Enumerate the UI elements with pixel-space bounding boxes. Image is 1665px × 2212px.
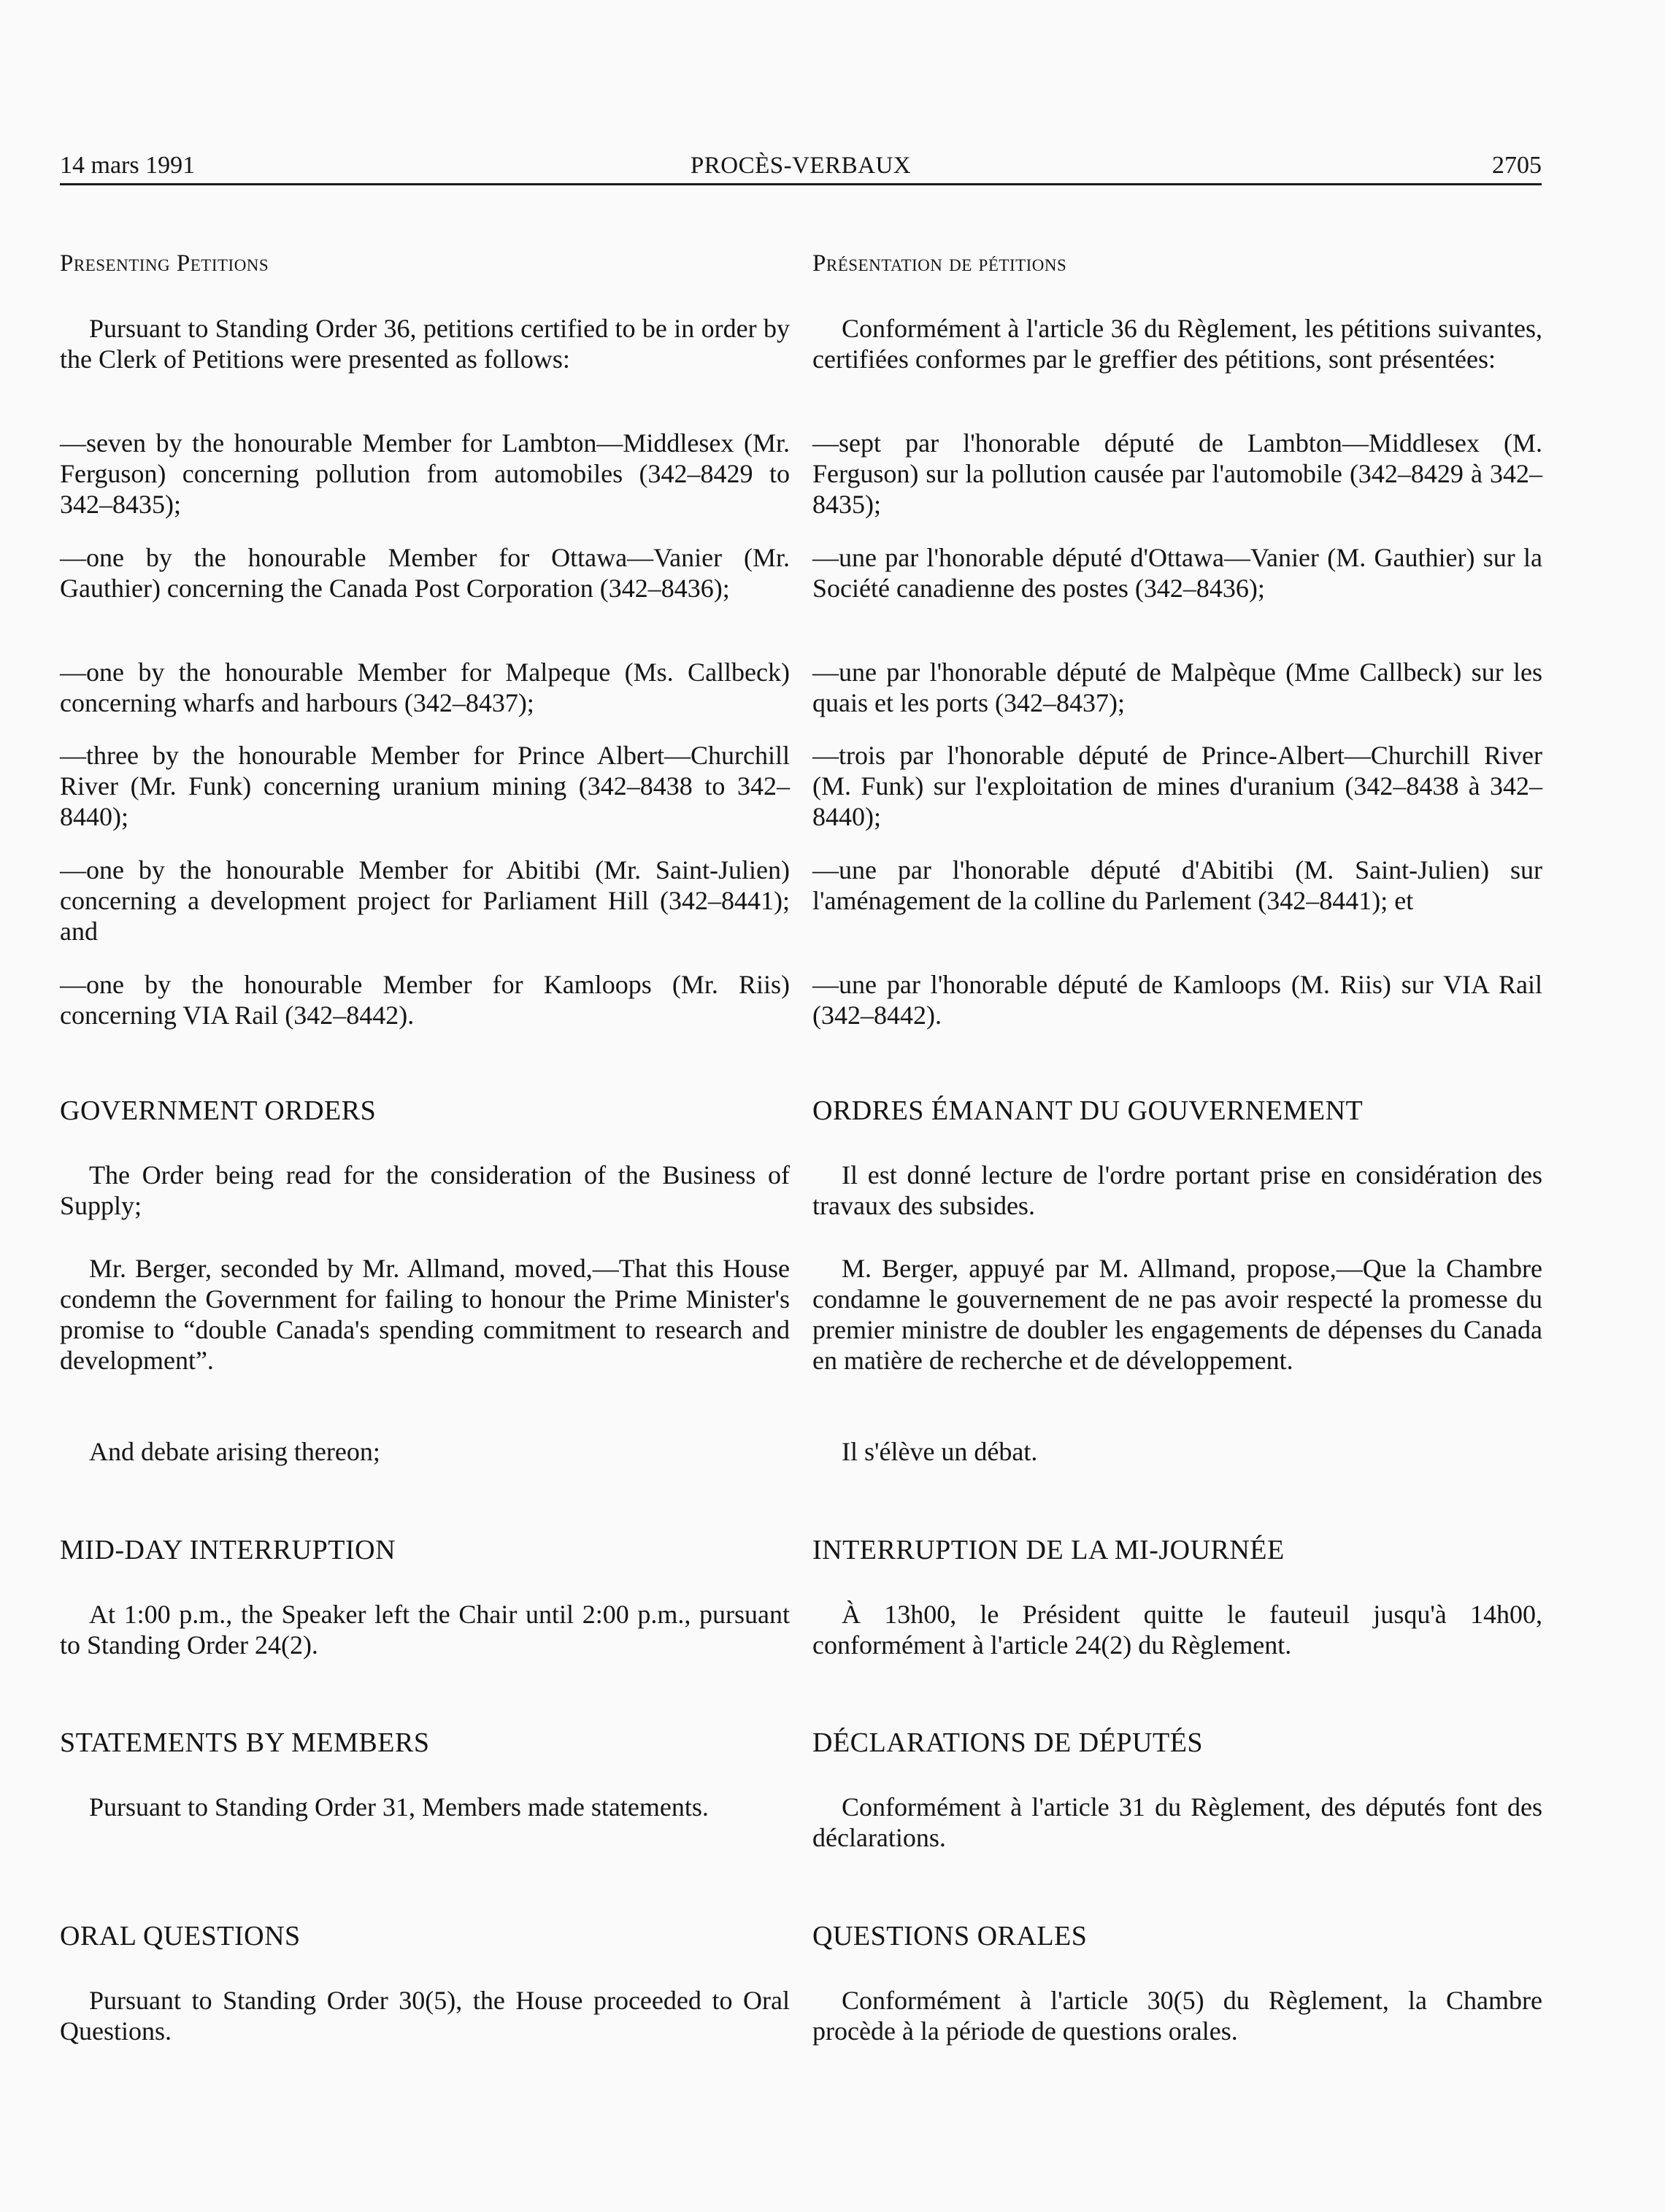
page-header (60, 146, 1542, 185)
petition-item: —one by the honourable Member for Abitibi (Mr. Saint-Julien) concerning a development project for Parliament Hill (342–8441); and (60, 855, 790, 946)
paragraph: Pursuant to Standing Order 31, Members made statements. (89, 1792, 709, 1822)
paragraph: And debate arising thereon; (89, 1437, 380, 1466)
petitions-intro: Pursuant to Standing Order 36, petitions certified to be in order by the Clerk of Petitions were presented as follows: (60, 314, 790, 374)
paragraph: À 13h00, le Président quitte le fauteuil jusqu'à 14h00, conformément à l'article 24(2) du Règlement. (812, 1600, 1542, 1660)
section-heading: QUESTIONS ORALES (812, 1921, 1088, 1951)
paragraph: Conformément à l'article 31 du Règlement, des députés font des déclarations. (812, 1792, 1542, 1852)
paragraph: Il est donné lecture de l'ordre portant prise en considération des travaux des subsides. (812, 1160, 1542, 1220)
petition-item: —une par l'honorable député d'Ottawa—Vanier (M. Gauthier) sur la Société canadienne des postes (342–8436); (812, 543, 1542, 603)
petition-item: —une par l'honorable député d'Abitibi (M. Saint-Julien) sur l'aménagement de la colline du Parlement (342–8441); et (812, 855, 1542, 915)
header-rule (60, 183, 1542, 185)
section-heading: MID-DAY INTERRUPTION (60, 1535, 396, 1565)
petition-item: —une par l'honorable député de Malpèque (Mme Callbeck) sur les quais et les ports (342–8437); (812, 658, 1542, 717)
petition-item: —three by the honourable Member for Prince Albert—Churchill River (Mr. Funk) concerning uranium mining (342–8438 to 342–8440); (60, 741, 790, 831)
petition-item: —one by the honourable Member for Ottawa—Vanier (Mr. Gauthier) concerning the Canada Post Corporation (342–8436); (60, 543, 790, 603)
paragraph: Il s'élève un débat. (842, 1437, 1038, 1466)
petitions-heading: Présentation de pétitions (812, 250, 1067, 277)
petition-item: —trois par l'honorable député de Prince-Albert—Churchill River (M. Funk) sur l'exploitation de mines d'uranium (342–8438 à 342–8440); (812, 741, 1542, 831)
section-heading: DÉCLARATIONS DE DÉPUTÉS (812, 1727, 1204, 1758)
header-title: PROCÈS-VERBAUX (690, 153, 912, 179)
petitions-heading: Presenting Petitions (60, 250, 269, 277)
paragraph: Pursuant to Standing Order 30(5), the House proceeded to Oral Questions. (60, 1986, 790, 2046)
paragraph: At 1:00 p.m., the Speaker left the Chair until 2:00 p.m., pursuant to Standing Order 24(2). (60, 1600, 790, 1660)
paragraph: Mr. Berger, seconded by Mr. Allmand, moved,—That this House condemn the Government for failing to honour the Prime Minister's promise to “double Canada's spending commitment to research and development”. (60, 1254, 790, 1375)
petition-item: —seven by the honourable Member for Lambton—Middlesex (Mr. Ferguson) concerning pollution from automobiles (342–8429 to 342–8435); (60, 428, 790, 519)
petition-item: —sept par l'honorable député de Lambton—Middlesex (M. Ferguson) sur la pollution causée par l'automobile (342–8429 à 342–8435); (812, 428, 1542, 519)
section-heading: INTERRUPTION DE LA MI-JOURNÉE (812, 1535, 1285, 1565)
section-heading: GOVERNMENT ORDERS (60, 1095, 377, 1126)
petition-item: —one by the honourable Member for Malpeque (Ms. Callbeck) concerning wharfs and harbours (342–8437); (60, 658, 790, 717)
paragraph: Conformément à l'article 30(5) du Règlement, la Chambre procède à la période de questions orales. (812, 1986, 1542, 2046)
petitions-intro: Conformément à l'article 36 du Règlement, les pétitions suivantes, certifiées conformes par le greffier des pétitions, sont présentées: (812, 314, 1542, 374)
header-date: 14 mars 1991 (60, 152, 196, 179)
section-heading: STATEMENTS BY MEMBERS (60, 1727, 430, 1758)
petition-item: —une par l'honorable député de Kamloops (M. Riis) sur VIA Rail (342–8442). (812, 970, 1542, 1030)
section-heading: ORDRES ÉMANANT DU GOUVERNEMENT (812, 1095, 1364, 1126)
page-number: 2705 (1492, 152, 1542, 179)
paragraph: The Order being read for the consideration of the Business of Supply; (60, 1160, 790, 1220)
section-heading: ORAL QUESTIONS (60, 1921, 301, 1951)
petition-item: —one by the honourable Member for Kamloops (Mr. Riis) concerning VIA Rail (342–8442). (60, 970, 790, 1030)
paragraph: M. Berger, appuyé par M. Allmand, propose,—Que la Chambre condamne le gouvernement de ne pas avoir respecté la promesse du premier ministre de doubler les engagements de dépenses du Canada en matière de recherche et de développement. (812, 1254, 1542, 1375)
